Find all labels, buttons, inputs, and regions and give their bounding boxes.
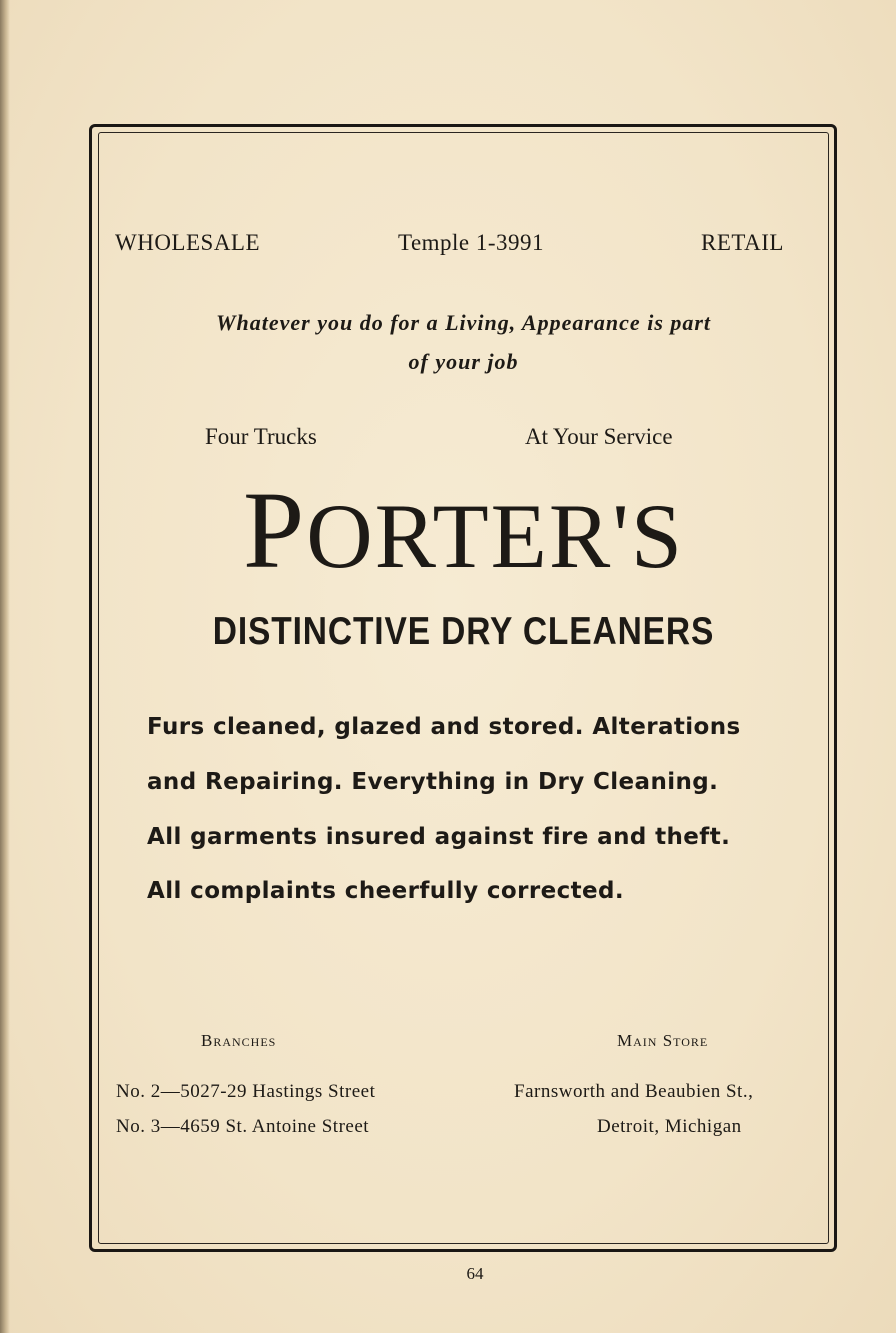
trucks-label: Four Trucks [205,424,317,449]
service-description-line: All garments insured against fire and theft. [147,824,731,850]
branch-address: No. 3—4659 St. Antoine Street [116,1116,370,1137]
binding-edge [0,0,10,1333]
main-store-address: Farnsworth and Beaubien St., [514,1081,754,1102]
tagline-line-2: of your job [408,349,519,374]
service-description-line: Furs cleaned, glazed and stored. Alterations [147,714,741,740]
wholesale-label: WHOLESALE [115,230,261,255]
ad-border-inner [98,132,829,1244]
phone-number: Temple 1-3991 [398,230,545,255]
business-subtitle: DISTINCTIVE DRY CLEANERS [212,610,715,653]
service-description-line: and Repairing. Everything in Dry Cleaning. [147,769,719,795]
brand-name [98,470,829,591]
main-store-city: Detroit, Michigan [597,1116,742,1137]
branch-address: No. 2—5027-29 Hastings Street [116,1081,376,1102]
tagline-line-1: Whatever you do for a Living, Appearance is part [215,310,712,335]
branches-heading: Branches [201,1031,277,1050]
page-number: 64 [466,1264,484,1283]
service-description-line: All complaints cheerfully corrected. [147,878,625,904]
main-store-heading: Main Store [617,1031,709,1050]
brand-initial: P [243,469,307,591]
retail-label: RETAIL [701,230,784,255]
service-label: At Your Service [525,424,673,449]
brand-rest: ORTER'S [306,485,684,587]
